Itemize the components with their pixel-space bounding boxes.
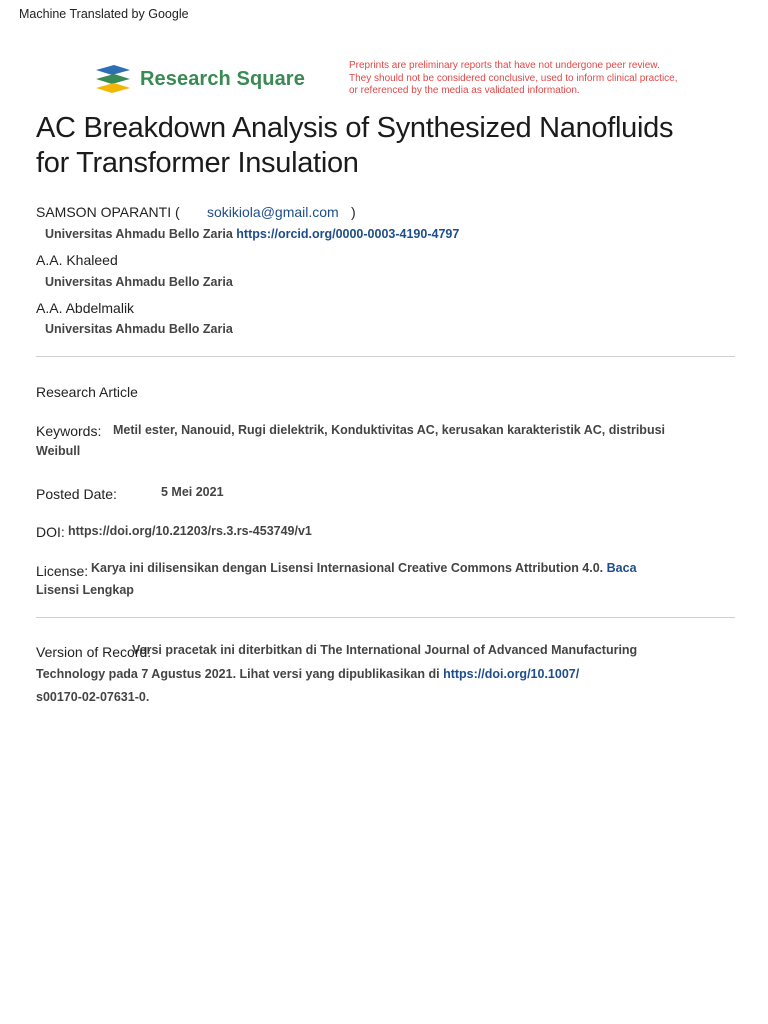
title-line: for Transformer Insulation [36,147,359,179]
posted-date-label: Posted Date: [36,486,117,502]
doi-link[interactable]: https://doi.org/10.21203/rs.3.rs-453749/v1 [68,524,312,538]
license-link-cont[interactable]: Lisensi Lengkap [36,583,134,597]
license-label: License: [36,563,89,579]
author-name: A.A. Khaleed [36,252,118,268]
author-name-text: SAMSON OPARANTI [36,204,172,220]
machine-translated-label: Machine Translated by Google [19,7,189,21]
author-paren-close: ) [351,204,356,220]
title-line: AC Breakdown Analysis of Synthesized Nanofluids [36,112,674,144]
research-square-logo[interactable] [94,64,305,94]
disclaimer-line: or referenced by the media as validated information. [349,85,580,97]
preprint-disclaimer [349,60,729,98]
author-affiliation: Universitas Ahmadu Bello Zaria [45,275,233,289]
version-text-line2 [36,664,579,684]
divider [36,356,735,357]
disclaimer-line: Preprints are preliminary reports that have not undergone peer review. [349,60,660,71]
page-title [36,111,736,181]
published-version-link-cont[interactable]: s00170-02-07631-0. [36,690,150,704]
author-email-link[interactable]: sokikiola@gmail.com [207,204,339,220]
author-affiliation [45,227,459,241]
author-name [36,204,180,220]
doi-label: DOI: [36,524,65,540]
license-description: Karya ini dilisensikan dengan Lisensi Internasional Creative Commons Attribution 4.0. [91,561,604,575]
author-affiliation: Universitas Ahmadu Bello Zaria [45,322,233,336]
version-text-line1: Versi pracetak ini diterbitkan di The International Journal of Advanced Manufacturing [132,643,638,657]
keywords-value: Metil ester, Nanouid, Rugi dielektrik, Konduktivitas AC, kerusakan karakteristik AC, distribusi [113,423,666,437]
version-of-record-label: Version of Record: [36,644,152,660]
published-version-link[interactable]: https://doi.org/10.1007/ [443,667,580,681]
brand-name: Research Square [140,67,305,90]
research-square-logo-icon [94,64,132,94]
license-link[interactable]: Baca [606,561,637,575]
disclaimer-line: They should not be considered conclusive, used to inform clinical practice, [349,72,678,84]
affiliation-text: Universitas Ahmadu Bello Zaria [45,227,233,241]
keywords-value-cont: Weibull [36,444,81,458]
version-text: Technology pada 7 Agustus 2021. Lihat versi yang dipublikasikan di [36,667,440,681]
keywords-label: Keywords: [36,423,102,439]
divider [36,617,735,618]
license-text [91,558,637,578]
article-type: Research Article [36,384,138,400]
posted-date-value: 5 Mei 2021 [161,485,224,499]
author-name: A.A. Abdelmalik [36,300,135,316]
orcid-link[interactable]: https://orcid.org/0000-0003-4190-4797 [236,227,460,241]
author-paren-open: ( [171,204,180,220]
